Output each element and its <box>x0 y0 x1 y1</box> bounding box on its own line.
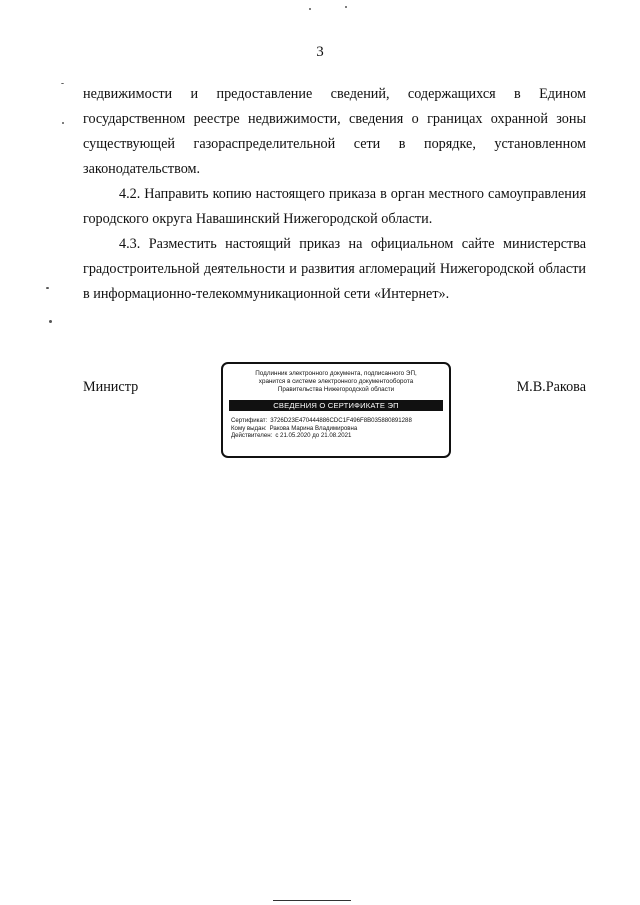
stamp-validity-label: Действителен: <box>231 432 273 440</box>
stamp-issued-to-value: Ракова Марина Владимировна <box>269 424 358 432</box>
stamp-validity-value: с 21.05.2020 до 21.08.2021 <box>275 432 352 440</box>
stamp-header <box>223 370 449 394</box>
stamp-issued-to-label: Кому выдан: <box>231 424 267 432</box>
document-body <box>83 82 586 307</box>
stamp-certificate-banner: СВЕДЕНИЯ О СЕРТИФИКАТЕ ЭП <box>229 400 443 411</box>
stamp-header-line: Правительства Нижегородской области <box>277 386 395 393</box>
stamp-certificate-label: Сертификат: <box>231 417 268 424</box>
stamp-header-line: хранится в системе электронного документооборота <box>258 378 414 385</box>
scan-speck <box>345 6 347 8</box>
paragraph-4-3: 4.3. Разместить настоящий приказ на официальном сайте министерства градостроительной деятельности и развития агломераций Нижегородской области в информационно-телекоммуникационной сети «Интернет». <box>83 236 586 302</box>
scan-speck <box>49 320 52 323</box>
page-number: 3 <box>316 44 324 60</box>
stamp-details <box>231 417 441 440</box>
paragraph-continuation: недвижимости и предоставление сведений, содержащихся в Едином государственном реестре недвижимости, сведения о границах охранной зоны существующей газораспределительной сети в порядке, установленном законодательством. <box>83 86 586 177</box>
footer-divider <box>273 900 351 901</box>
stamp-validity-row <box>231 432 441 440</box>
signer-title: Министр <box>83 379 139 395</box>
stamp-certificate-row <box>231 417 441 425</box>
paragraph-4-2: 4.2. Направить копию настоящего приказа в орган местного самоуправления городского округа Навашинский Нижегородской области. <box>83 186 586 227</box>
stamp-certificate-value: 3726D23E470444886CDC1F496F8B035880891288 <box>270 417 412 424</box>
scan-speck <box>61 83 64 84</box>
scan-speck <box>46 287 49 289</box>
electronic-signature-stamp <box>221 362 451 458</box>
scan-speck <box>62 122 64 124</box>
stamp-issued-to-row <box>231 425 441 433</box>
signer-name: М.В.Ракова <box>516 379 586 395</box>
stamp-header-line: Подлинник электронного документа, подписанного ЭП, <box>255 370 417 377</box>
scan-speck <box>309 8 311 10</box>
